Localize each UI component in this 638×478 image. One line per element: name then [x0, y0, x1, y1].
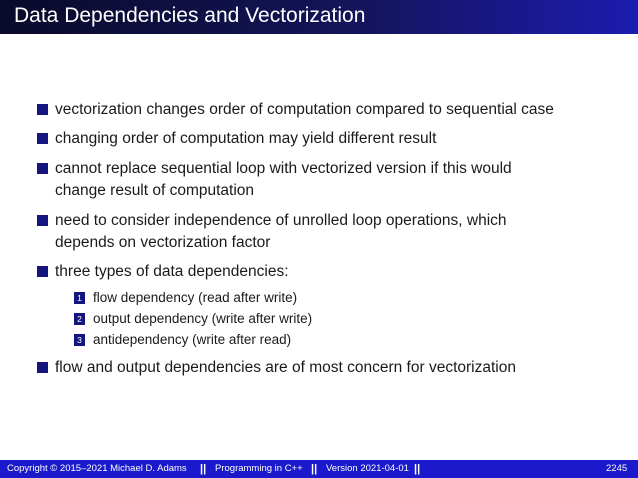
bullet-square-icon	[37, 266, 48, 277]
bullet-square-icon	[37, 104, 48, 115]
slide-title: Data Dependencies and Vectorization	[14, 4, 366, 27]
footer-separator: ||	[414, 463, 421, 475]
bullet-square-icon	[37, 133, 48, 144]
bullet-square-icon	[37, 362, 48, 373]
bullet-text: flow and output dependencies are of most concern for vectorization	[55, 359, 516, 376]
bullet-text: vectorization changes order of computation compared to sequential case	[55, 101, 554, 118]
footer-bar	[0, 460, 638, 478]
footer-page-number: 2245	[606, 463, 628, 474]
sub-item-text: flow dependency (read after write)	[93, 290, 298, 305]
footer-copyright: Copyright © 2015–2021 Michael D. Adams	[7, 463, 187, 474]
sub-item-text: antidependency (write after read)	[93, 332, 292, 347]
sub-item-number: 3	[74, 334, 85, 346]
bullet-text: need to consider independence of unrolled loop operations, which depends on vectorization factor	[55, 212, 507, 251]
bullet-text: three types of data dependencies:	[55, 263, 289, 280]
footer-separator: ||	[311, 463, 318, 475]
footer-version: Version 2021-04-01	[326, 463, 409, 474]
bullet-text: changing order of computation may yield different result	[55, 130, 437, 147]
bullet-text: cannot replace sequential loop with vectorized version if this would change result of computation	[55, 160, 512, 199]
bullet-square-icon	[37, 215, 48, 226]
sub-item-number: 2	[74, 313, 85, 325]
sub-item-number: 1	[74, 292, 85, 304]
bullet-square-icon	[37, 163, 48, 174]
footer-separator: ||	[200, 463, 207, 475]
sub-item-text: output dependency (write after write)	[93, 311, 313, 326]
footer-course: Programming in C++	[215, 463, 303, 474]
